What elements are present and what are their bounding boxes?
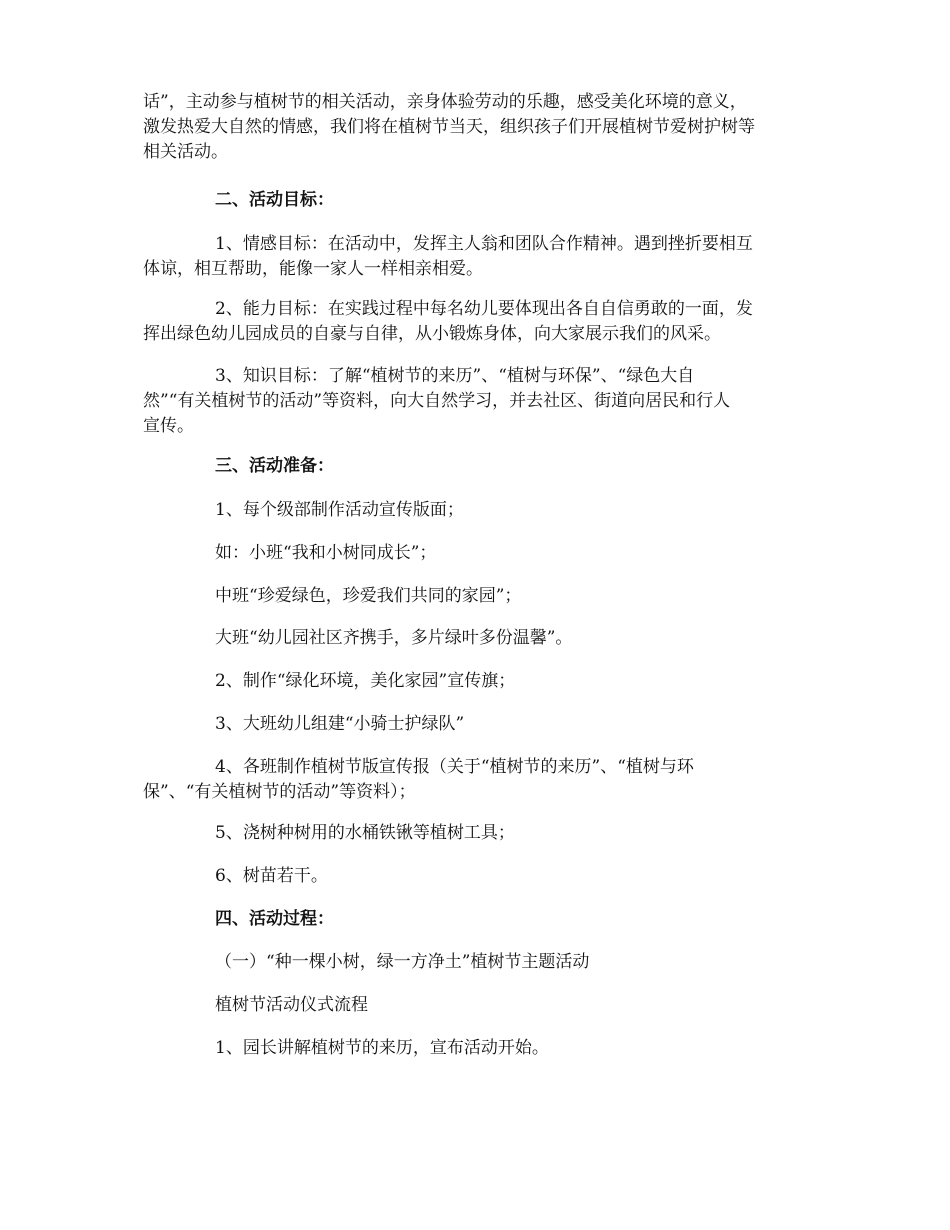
text-line: 3、大班幼儿组建“小骑士护绿队” <box>215 714 465 734</box>
prep-small-class <box>215 541 895 566</box>
text-line: 保”、“有关植树节的活动”等资料）； <box>143 782 416 802</box>
section-heading-preparation <box>215 454 895 479</box>
text-line: 宣传。 <box>143 416 194 436</box>
text-line: 6、树苗若干。 <box>215 866 328 886</box>
text-line: 植树节活动仪式流程 <box>215 995 368 1015</box>
text-line: 话”，主动参与植树节的相关活动，亲身体验劳动的乐趣，感受美化环境的意义， <box>143 92 747 112</box>
prep-item-3 <box>215 712 895 737</box>
section-heading-goals <box>215 188 895 213</box>
text-line: 体谅，相互帮助，能像一家人一样相亲相爱。 <box>143 259 483 279</box>
text-line: 激发热爱大自然的情感，我们将在植树节当天，组织孩子们开展植树节爱树护树等 <box>143 117 755 137</box>
text-line: 1、每个级部制作活动宣传版面； <box>215 500 464 520</box>
prep-big-class <box>215 626 895 651</box>
text-line: 4、各班制作植树节版宣传报（关于“植树节的来历”、“植树与环 <box>215 757 694 777</box>
prep-item-2 <box>215 669 895 694</box>
text-line: 1、园长讲解植树节的来历，宣布活动开始。 <box>215 1038 549 1058</box>
text-line: 5、浇树种树用的水桶铁锹等植树工具； <box>215 823 515 843</box>
text-line: （一）“种一棵小树，绿一方净土”植树节主题活动 <box>215 952 590 972</box>
text-line: 2、能力目标：在实践过程中每名幼儿要体现出各自自信勇敢的一面，发 <box>215 299 753 319</box>
goal-knowledge-paragraph <box>143 364 823 439</box>
prep-item-4 <box>143 755 823 805</box>
text-line: 如：小班“我和小树同成长”； <box>215 543 437 563</box>
process-theme-activity <box>215 950 895 975</box>
goal-ability-paragraph <box>143 297 823 347</box>
heading-text: 四、活动过程： <box>215 909 334 929</box>
prep-item-1 <box>215 498 895 523</box>
text-line: 相关活动。 <box>143 142 228 162</box>
text-line: 2、制作“绿化环境，美化家园”宣传旗； <box>215 671 516 691</box>
heading-text: 三、活动准备： <box>215 456 334 476</box>
prep-middle-class <box>215 584 895 609</box>
process-ceremony-title <box>215 993 895 1018</box>
heading-text: 二、活动目标： <box>215 190 334 210</box>
text-line: 然”“有关植树节的活动”等资料，向大自然学习，并去社区、街道向居民和行人 <box>143 391 731 411</box>
goal-emotion-paragraph <box>143 232 823 282</box>
prep-item-6 <box>215 864 895 889</box>
section-heading-process <box>215 907 895 932</box>
process-step-1 <box>215 1036 895 1061</box>
text-line: 3、知识目标：了解“植树节的来历”、“植树与环保”、“绿色大自 <box>215 366 695 386</box>
intro-paragraph <box>143 90 823 165</box>
prep-item-5 <box>215 821 895 846</box>
text-line: 挥出绿色幼儿园成员的自豪与自律，从小锻炼身体，向大家展示我们的风采。 <box>143 324 721 344</box>
text-line: 大班“幼儿园社区齐携手，多片绿叶多份温馨”。 <box>215 628 573 648</box>
text-line: 1、情感目标：在活动中，发挥主人翁和团队合作精神。遇到挫折要相互 <box>215 234 753 254</box>
text-line: 中班“珍爱绿色，珍爱我们共同的家园”； <box>215 586 522 606</box>
